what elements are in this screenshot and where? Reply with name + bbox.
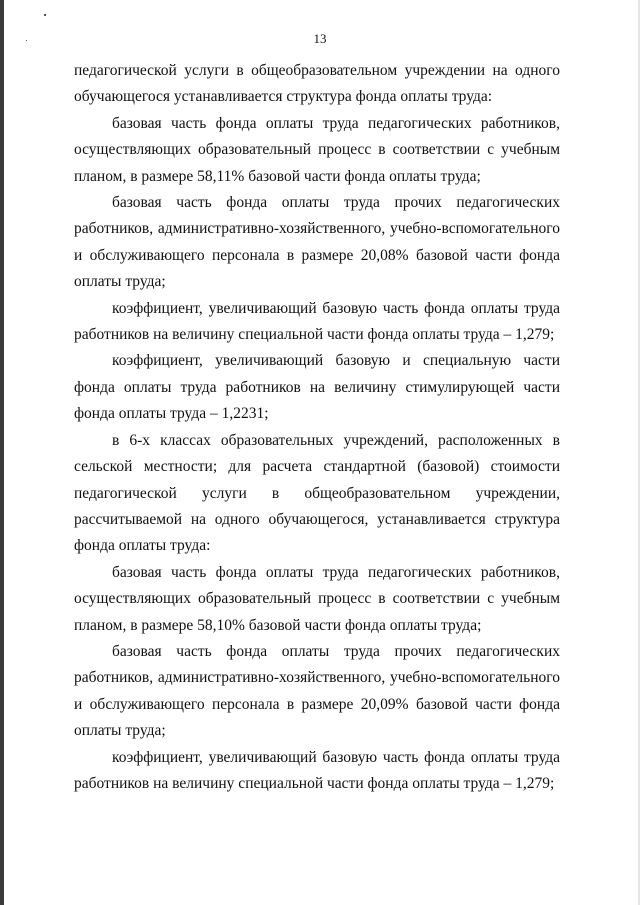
paragraph: базовая часть фонда оплаты труда прочих педагогических работников, административно-хозяйственного, учебно-вспомогательного и обслуживающего персонала в размере 20,09% базовой части фонда оплаты труда; [74,642,560,740]
paragraph: базовая часть фонда оплаты труда педагогических работников, осуществляющих образовательный процесс в соответствии с учебным планом, в размере 58,10% базовой части фонда оплаты труда; [74,563,560,634]
paragraph: базовая часть фонда оплаты труда прочих педагогических работников, административно-хозяйственного, учебно-вспомогательного и обслуживающего персонала в размере 20,08% базовой части фонда оплаты труда; [74,194,560,291]
paragraph: коэффициент, увеличивающий базовую и специальную части фонда оплаты труда работников на величину стимулирующей части фонда оплаты труда – 1,2231; [74,352,560,423]
page-number: 13 [313,31,327,46]
paragraph: базовая часть фонда оплаты труда педагогических работников, осуществляющих образовательный процесс в соответствии с учебным планом, в размере 58,11% базовой части фонда оплаты труда; [74,114,560,185]
paragraph: коэффициент, увеличивающий базовую часть фонда оплаты труда работников на величину специальной части фонда оплаты труда – 1,279; [74,299,560,344]
document-body [74,58,560,797]
paragraph: педагогической услуги в общеобразовательном учреждении на одного обучающегося устанавливается структура фонда оплаты труда: [74,62,560,106]
scan-left-edge [0,0,4,905]
paragraph: в 6-х классах образовательных учреждений, расположенных в сельской местности; для расчета стандартной (базовой) стоимости педагогической услуги в общеобразовательном учреждении, рассчитываемой на одного обучающегося, устанавливается структура фонда оплаты труда: [74,431,560,555]
scan-speck [44,14,46,16]
paragraph: коэффициент, увеличивающий базовую часть фонда оплаты труда работников на величину специальной части фонда оплаты труда – 1,279; [74,748,560,792]
